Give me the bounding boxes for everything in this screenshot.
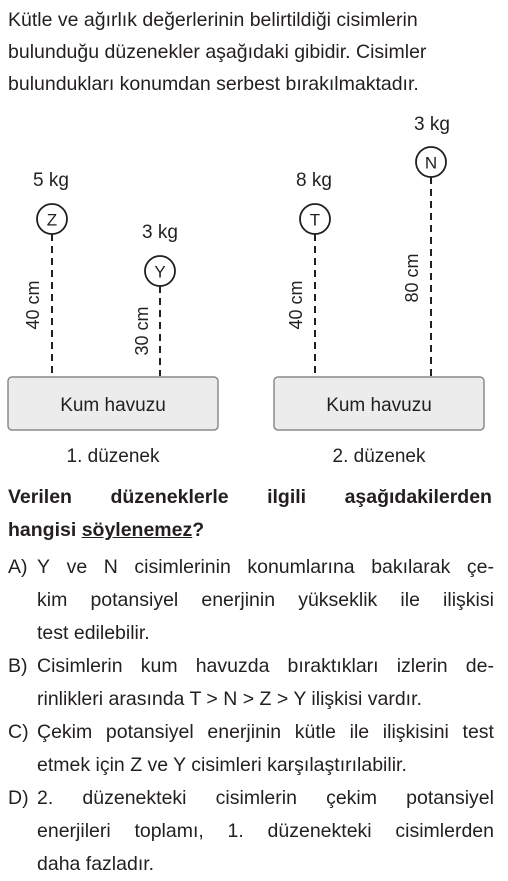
setup-1 — [8, 170, 218, 467]
option-a[interactable] — [8, 551, 494, 650]
mass-label-n: 3 kg — [414, 114, 450, 135]
intro-line: bulundukları konumdan serbest bırakılmaktadır. — [8, 73, 419, 95]
word: düzenekteki — [267, 820, 372, 842]
word: cisimlerden — [395, 820, 494, 842]
option-line: daha fazladır. — [37, 853, 155, 875]
word: cisimlerinin — [134, 556, 231, 578]
question-word: Verilen — [8, 486, 72, 508]
height-label-z: 40 cm — [23, 280, 43, 330]
option-c[interactable] — [8, 716, 494, 782]
word: cisimlerin — [215, 787, 297, 809]
object-letter-t: T — [309, 210, 321, 230]
question-line-2 — [8, 514, 492, 547]
word: potansiyel — [406, 787, 494, 809]
word: kum — [140, 655, 178, 677]
setup-2 — [274, 114, 484, 467]
sand-pool-label-1: Kum havuzu — [60, 395, 166, 416]
option-line: rinlikleri arasında T > N > Z > Y ilişkisi vardır. — [37, 688, 422, 710]
word: toplamı, — [134, 820, 204, 842]
word: bakılarak — [371, 556, 451, 578]
word: enerjinin — [201, 589, 276, 611]
word: potansiyel — [105, 721, 194, 743]
word: enerjileri — [37, 820, 111, 842]
height-label-t: 40 cm — [286, 280, 306, 330]
mass-label-t: 8 kg — [296, 170, 332, 191]
word: çekim — [326, 787, 377, 809]
word: havuzda — [195, 655, 270, 677]
option-line — [37, 551, 494, 584]
option-line — [37, 650, 494, 683]
question-prefix: hangisi — [8, 519, 82, 541]
word: çe- — [466, 556, 494, 578]
intro-line: Kütle ve ağırlık değerlerinin belirtildiği cisimlerin — [8, 9, 418, 31]
word: konumlarına — [247, 556, 355, 578]
word: düzenekteki — [82, 787, 187, 809]
word: enerjinin — [207, 721, 282, 743]
question-line-1 — [8, 481, 492, 514]
word: ilişkisini — [382, 721, 449, 743]
option-line: test edilebilir. — [37, 622, 150, 644]
sand-pool-label-2: Kum havuzu — [326, 395, 432, 416]
question-word: aşağıdakilerden — [344, 486, 492, 508]
word: Y — [37, 556, 51, 578]
height-label-n: 80 cm — [402, 253, 422, 303]
word: bıraktıkları — [287, 655, 379, 677]
word: Cisimlerin — [37, 655, 123, 677]
mass-label-y: 3 kg — [142, 222, 178, 243]
word: kim — [37, 589, 68, 611]
question-mark: ? — [192, 519, 205, 541]
word: N — [103, 556, 118, 578]
word: 2. — [37, 787, 54, 809]
option-b[interactable] — [8, 650, 494, 716]
word: kütle — [294, 721, 336, 743]
setup-caption-2: 2. düzenek — [332, 446, 426, 467]
object-letter-n: N — [424, 153, 438, 173]
option-letter: B) — [8, 655, 28, 677]
option-line — [37, 716, 494, 749]
question-word: düzeneklerle — [110, 486, 229, 508]
question-word: ilgili — [267, 486, 307, 508]
intro-line: bulunduğu düzenekler aşağıdaki gibidir. Cisimler — [8, 41, 427, 63]
mass-label-z: 5 kg — [33, 170, 69, 191]
option-line — [37, 782, 494, 815]
word: test — [462, 721, 494, 743]
word: izlerin — [396, 655, 448, 677]
option-line — [37, 584, 494, 617]
word: ile — [349, 721, 370, 743]
object-letter-y: Y — [154, 262, 166, 282]
word: ilişkisi — [443, 589, 494, 611]
option-d[interactable] — [8, 782, 494, 881]
word: Çekim — [37, 721, 93, 743]
answer-options — [8, 551, 494, 881]
option-letter: D) — [8, 787, 29, 809]
height-label-y: 30 cm — [132, 306, 152, 356]
option-letter: C) — [8, 721, 29, 743]
option-letter: A) — [8, 556, 28, 578]
object-letter-z: Z — [46, 210, 58, 230]
option-line: etmek için Z ve Y cisimleri karşılaştırılabilir. — [37, 754, 407, 776]
intro-text — [8, 4, 502, 100]
word: yükseklik — [298, 589, 378, 611]
option-line — [37, 815, 494, 848]
setup-figure — [0, 100, 508, 475]
question-emphasis: söylenemez — [81, 519, 193, 541]
question-stem — [8, 481, 492, 547]
word: ile — [400, 589, 420, 611]
word: potansiyel — [90, 589, 179, 611]
setup-caption-1: 1. düzenek — [66, 446, 160, 467]
word: ve — [66, 556, 88, 578]
word: 1. — [227, 820, 244, 842]
word: de- — [465, 655, 494, 677]
